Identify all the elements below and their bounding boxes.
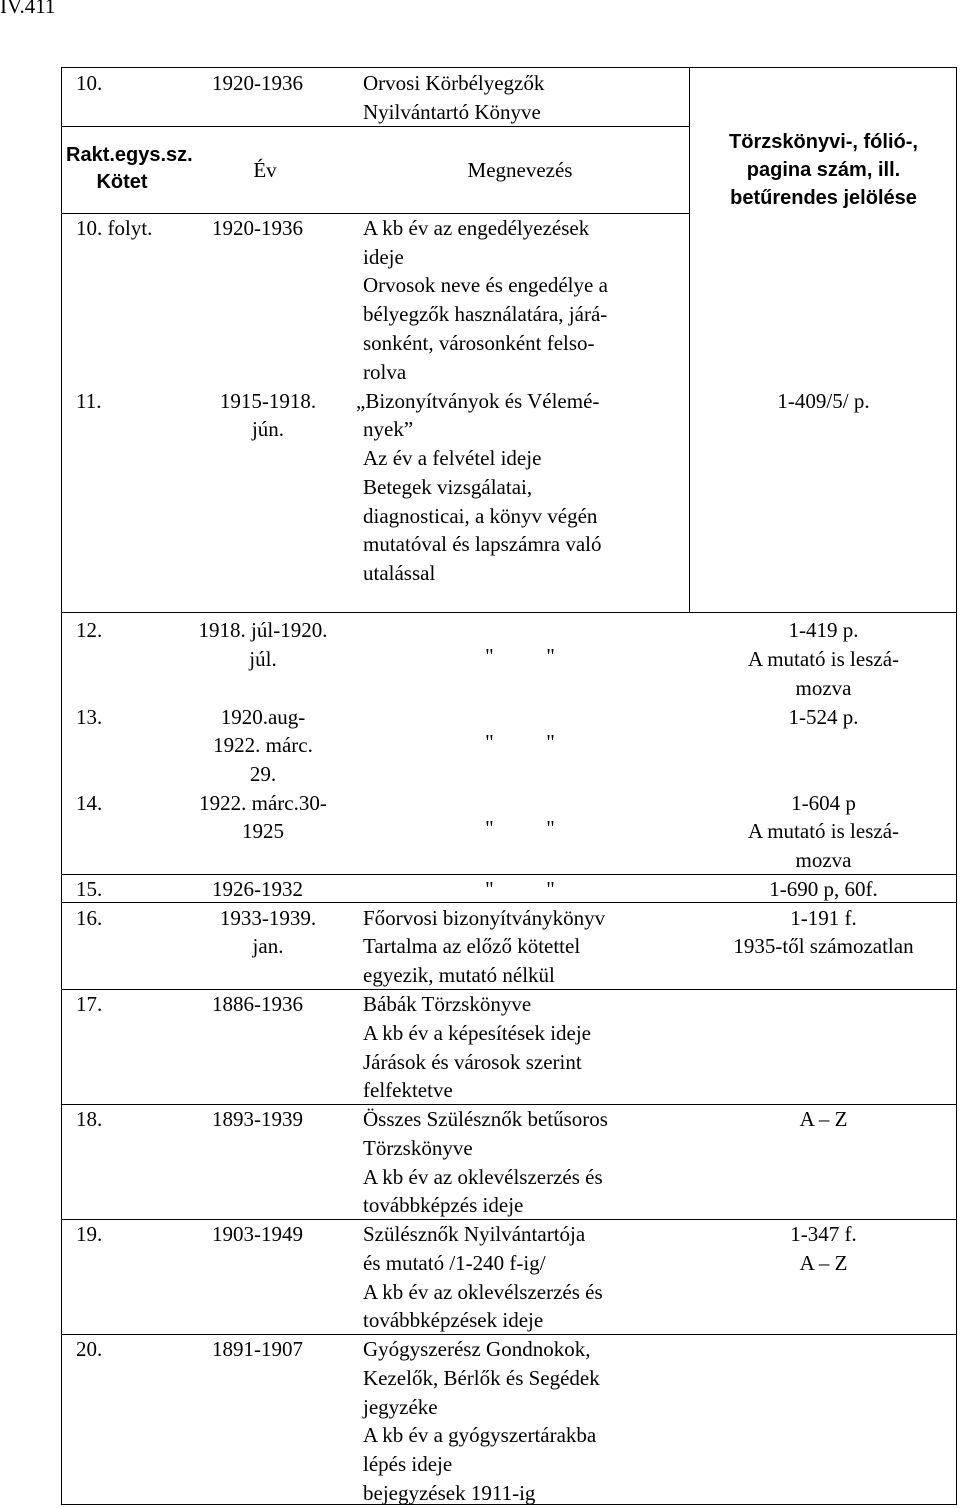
row-11-year: jún.: [251, 417, 285, 441]
row-13-year: 29.: [249, 762, 277, 786]
row-20-name-line: Gyógyszerész Gondnokok,: [363, 1337, 591, 1361]
row-20-name-line: bejegyzések 1911-ig: [363, 1481, 536, 1505]
row-14-year: 1925: [242, 819, 284, 843]
row-11-name-line: Az év a felvétel ideje: [363, 446, 542, 470]
row-13-register: 1-524 p.: [788, 705, 859, 729]
header-name: Megnevezés: [467, 158, 573, 182]
row-12-register: mozva: [795, 676, 852, 700]
row-16-number: 16.: [76, 906, 103, 930]
row-11-name-line: mutatóval és lapszámra való: [363, 532, 602, 556]
row-18-name-line: A kb év az oklevélszerzés és: [363, 1165, 603, 1189]
row-13-number: 13.: [76, 705, 103, 729]
row-19-name-line: Szülésznők Nyilvántartója: [363, 1222, 586, 1246]
row-10-cont-name-line: A kb év az engedélyezések: [363, 216, 590, 240]
row-17-name-line: felfektetve: [363, 1078, 453, 1102]
row-20-name-line: lépés ideje: [363, 1452, 453, 1476]
row-16-register: 1-191 f.: [790, 906, 857, 930]
row-10-cont-name-line: ideje: [363, 245, 404, 269]
row-18-year: 1893-1939: [212, 1107, 303, 1131]
row-10-name-line: Orvosi Körbélyegzők: [363, 71, 545, 95]
row-10-cont-name-line: rolva: [363, 360, 407, 384]
row-19-name-line: továbbképzések ideje: [363, 1308, 544, 1332]
row-14-year: 1922. márc.30-: [199, 791, 327, 815]
row-11-name-line: Betegek vizsgálatai,: [363, 475, 533, 499]
row-15-register: 1-690 p, 60f.: [769, 877, 878, 901]
row-16-name-line: egyezik, mutató nélkül: [363, 963, 555, 987]
row-19-name-line: A kb év az oklevélszerzés és: [363, 1280, 603, 1304]
row-11-name-line: diagnosticai, a könyv végén: [363, 504, 598, 528]
row-18-number: 18.: [76, 1107, 103, 1131]
row-11-name-line: „Bizonyítványok és Vélemé-: [356, 389, 600, 413]
row-19-register: A – Z: [799, 1251, 848, 1275]
row-12-register: 1-419 p.: [788, 618, 859, 642]
row-12-year: júl.: [249, 647, 277, 671]
header-register: Törzskönyvi-, fólió-,: [729, 131, 918, 153]
row-15-name-ditto: " ": [485, 877, 555, 901]
row-14-register: 1-604 p: [791, 791, 856, 815]
row-13-year: 1922. márc.: [213, 733, 313, 757]
row-16-register: 1935-től számozatlan: [733, 934, 914, 958]
row-14-number: 14.: [76, 791, 103, 815]
row-12-year: 1918. júl-1920.: [198, 618, 328, 642]
row-16-name-line: Tartalma az előző kötettel: [363, 934, 581, 958]
row-20-name-line: A kb év a gyógyszertárakba: [363, 1423, 597, 1447]
row-10-number: 10.: [76, 71, 103, 95]
row-14-register: A mutató is leszá-: [747, 819, 900, 843]
row-12-name-ditto: " ": [485, 644, 555, 668]
row-14-register: mozva: [795, 848, 852, 872]
row-15-year: 1926-1932: [212, 877, 303, 901]
row-16-year: jan.: [252, 934, 284, 958]
row-18-name-line: Törzskönyve: [363, 1136, 473, 1160]
row-13-year: 1920.aug-: [220, 705, 306, 729]
row-divider-section: [61, 612, 957, 613]
row-17-name-line: Járások és városok szerint: [363, 1050, 582, 1074]
header-year: Év: [253, 158, 277, 182]
row-17-name-line: A kb év a képesítések ideje: [363, 1021, 592, 1045]
row-20-year: 1891-1907: [212, 1337, 303, 1361]
row-11-register: 1-409/5/ p.: [777, 389, 870, 413]
row-11-number: 11.: [76, 389, 102, 413]
row-10-cont-name-line: sonként, városonként felso-: [363, 331, 595, 355]
header-volume-number: Rakt.egys.sz.: [66, 144, 193, 166]
row-10-cont-name-line: bélyegzők használatára, járá-: [363, 302, 608, 326]
row-17-year: 1886-1936: [212, 992, 303, 1016]
row-11-year: 1915-1918.: [219, 389, 317, 413]
row-16-year: 1933-1939.: [219, 906, 317, 930]
row-12-register: A mutató is leszá-: [747, 647, 900, 671]
row-20-number: 20.: [76, 1337, 103, 1361]
row-15-number: 15.: [76, 877, 103, 901]
row-17-number: 17.: [76, 992, 103, 1016]
row-10-year: 1920-1936: [212, 71, 303, 95]
row-11-name-line: utalással: [363, 561, 436, 585]
row-11-name-line: nyek”: [363, 417, 414, 441]
row-19-name-line: és mutató /1-240 f-ig/: [363, 1251, 546, 1275]
row-10-cont-name-line: Orvosok neve és engedélye a: [363, 273, 608, 297]
row-19-year: 1903-1949: [212, 1222, 303, 1246]
header-register: pagina szám, ill.: [746, 159, 901, 181]
row-18-name-line: továbbképzés ideje: [363, 1193, 524, 1217]
row-20-name-line: Kezelők, Bérlők és Segédek: [363, 1366, 600, 1390]
row-17-name-line: Bábák Törzskönyve: [363, 992, 532, 1016]
row-20-name-line: jegyzéke: [363, 1395, 438, 1419]
row-19-number: 19.: [76, 1222, 103, 1246]
row-14-name-ditto: " ": [485, 816, 555, 840]
row-13-name-ditto: " ": [485, 730, 555, 754]
row-18-name-line: Összes Szülésznők betűsoros: [363, 1107, 608, 1131]
page-identifier: IV.411: [0, 0, 56, 18]
row-18-register: A – Z: [799, 1107, 848, 1131]
row-19-register: 1-347 f.: [790, 1222, 857, 1246]
header-volume-number: Kötet: [96, 171, 148, 193]
row-12-number: 12.: [76, 618, 103, 642]
row-10-cont-number: 10. folyt.: [76, 216, 153, 240]
row-16-name-line: Főorvosi bizonyítványkönyv: [363, 906, 606, 930]
row-10-name-line: Nyilvántartó Könyve: [363, 100, 541, 124]
row-10-cont-year: 1920-1936: [212, 216, 303, 240]
header-register: betűrendes jelölése: [730, 187, 917, 209]
